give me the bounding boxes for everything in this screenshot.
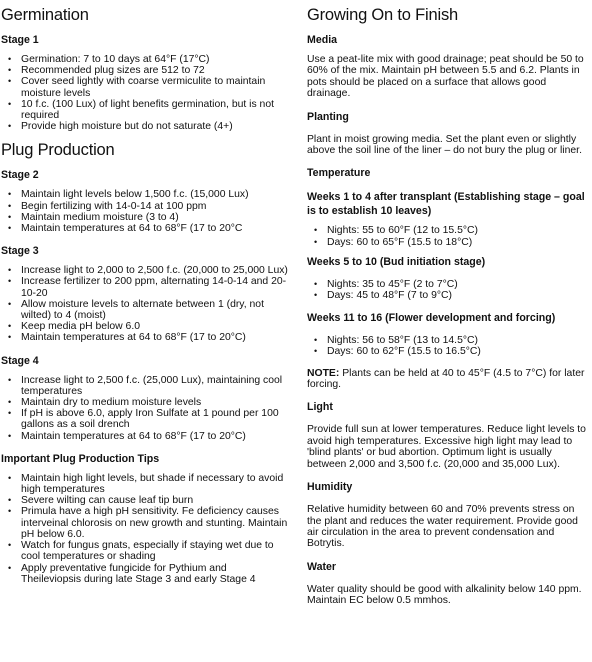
list-item: • Maintain temperatures at 64 to 68°F (17 to 20°C): [21, 332, 289, 343]
water-text: Water quality should be good with alkalinity below 140 ppm. Maintain EC below 0.5 mmhos.: [307, 583, 582, 607]
weeks1-list: [307, 225, 589, 247]
list-item: • Days: 45 to 48°F (7 to 9°C): [327, 290, 589, 301]
list-item: • Maintain temperatures at 64 to 68°F (17 to 20°C): [21, 431, 289, 442]
list-item: • Maintain medium moisture (3 to 4): [21, 212, 289, 223]
stage3-heading: Stage 3: [1, 245, 39, 258]
list-item: • Severe wilting can cause leaf tip burn: [21, 495, 289, 506]
list-item: • Begin fertilizing with 14-0-14 at 100 ppm: [21, 201, 289, 212]
list-item: • Days: 60 to 65°F (15.5 to 18°C): [327, 237, 589, 248]
list-item: • Apply preventative fungicide for Pythium and Theilevіopsis during late Stage 3 and early Stage 4: [21, 563, 289, 585]
list-item: • Increase light to 2,000 to 2,500 f.c. (20,000 to 25,000 Lux): [21, 265, 289, 276]
list-item: • 10 f.c. (100 Lux) of light benefits germination, but is not required: [21, 99, 289, 121]
humidity-text: Relative humidity between 60 and 70% prevents stress on the plant and reduces the water requirement. Provide good air circulation in the area to prevent condensation and Botrytis.: [307, 504, 578, 550]
stage4-list: [1, 375, 289, 442]
right-column: [307, 4, 589, 607]
list-item: • Maintain light levels below 1,500 f.c. (15,000 Lux): [21, 189, 289, 200]
list-item: • Cover seed lightly with coarse vermiculite to maintain moisture levels: [21, 76, 289, 98]
germination-title: Germination: [1, 6, 89, 24]
list-item: • Keep media pH below 6.0: [21, 321, 289, 332]
stage2-heading: Stage 2: [1, 169, 39, 182]
weeks11-list: [307, 335, 589, 357]
planting-text: Plant in moist growing media. Set the plant even or slightly above the soil line of the liner – do not bury the plug or liner.: [307, 133, 582, 157]
temperature-heading: Temperature: [307, 167, 371, 180]
list-item: • If pH is above 6.0, apply Iron Sulfate at 1 pound per 100 gallons as a soil drench: [21, 408, 289, 430]
water-heading: Water: [307, 560, 337, 573]
list-item: • Maintain temperatures at 64 to 68°F (17 to 20°C: [21, 223, 289, 234]
list-item: • Maintain dry to medium moisture levels: [21, 397, 289, 408]
list-item: • Nights: 35 to 45°F (2 to 7°C): [327, 279, 589, 290]
light-text: Provide full sun at lower temperatures. Reduce light levels to avoid high temperatures. Excessive high light may lead to 'blind plants' or bud abortion. Optimum light is usually between 2,000 and 3,500 f.c. (20,000 and 35,000 Lux).: [307, 424, 586, 470]
left-column: [1, 4, 289, 585]
humidity-heading: Humidity: [307, 481, 353, 494]
growing-on-title: Growing On to Finish: [307, 6, 458, 24]
media-heading: Media: [307, 34, 338, 46]
tips-heading: Important Plug Production Tips: [1, 452, 160, 465]
list-item: • Maintain high light levels, but shade if necessary to avoid high temperatures: [21, 473, 289, 495]
list-item: • Provide high moisture but do not saturate (4+): [21, 121, 289, 132]
media-text: Use a peat-lite mix with good drainage; peat should be 50 to 60% of the mix. Maintain pH between 5.5 and 6.2. Plants in pots should be placed on a surface that allows good drainage.: [307, 54, 584, 100]
stage1-list: [1, 54, 289, 132]
weeks11-heading: Weeks 11 to 16 (Flower development and forcing): [307, 312, 556, 325]
weeks5-list: [307, 279, 589, 301]
planting-heading: Planting: [307, 110, 349, 123]
stage1-heading: Stage 1: [1, 34, 39, 46]
list-item: • Watch for fungus gnats, especially if staying wet due to cool temperatures or shading: [21, 540, 289, 562]
note-paragraph: [307, 368, 589, 391]
list-item: • Nights: 55 to 60°F (12 to 15.5°C): [327, 225, 589, 236]
light-heading: Light: [307, 401, 333, 414]
list-item: • Germination: 7 to 10 days at 64°F (17°C): [21, 54, 289, 65]
list-item: • Days: 60 to 62°F (15.5 to 16.5°C): [327, 346, 589, 357]
note-label: NOTE:: [307, 367, 340, 379]
list-item: • Increase light to 2,500 f.c. (25,000 Lux), maintaining cool temperatures: [21, 375, 289, 397]
stage4-heading: Stage 4: [1, 354, 39, 367]
list-item: • Recommended plug sizes are 512 to 72: [21, 65, 289, 76]
stage2-list: [1, 189, 289, 234]
tips-list: [1, 473, 289, 585]
list-item: • Nights: 56 to 58°F (13 to 14.5°C): [327, 335, 589, 346]
stage3-list: [1, 265, 289, 343]
weeks1-heading: Weeks 1 to 4 after transplant (Establishing stage – goal is to establish 10 leaves): [307, 191, 585, 218]
weeks5-heading: Weeks 5 to 10 (Bud initiation stage): [307, 255, 486, 268]
note-text: Plants can be held at 40 to 45°F (4.5 to 7°C) for later forcing.: [307, 367, 585, 391]
plug-production-title: Plug Production: [1, 141, 115, 160]
list-item: • Increase fertilizer to 200 ppm, alternating 14-0-14 and 20-10-20: [21, 276, 289, 298]
list-item: • Primula have a high pH sensitivity. Fe deficiency causes interveinal chlorosis on new growth and stunting. Maintain pH below 6.0.: [21, 506, 289, 540]
list-item: • Allow moisture levels to alternate between 1 (dry, not wilted) to 4 (moist): [21, 299, 289, 321]
